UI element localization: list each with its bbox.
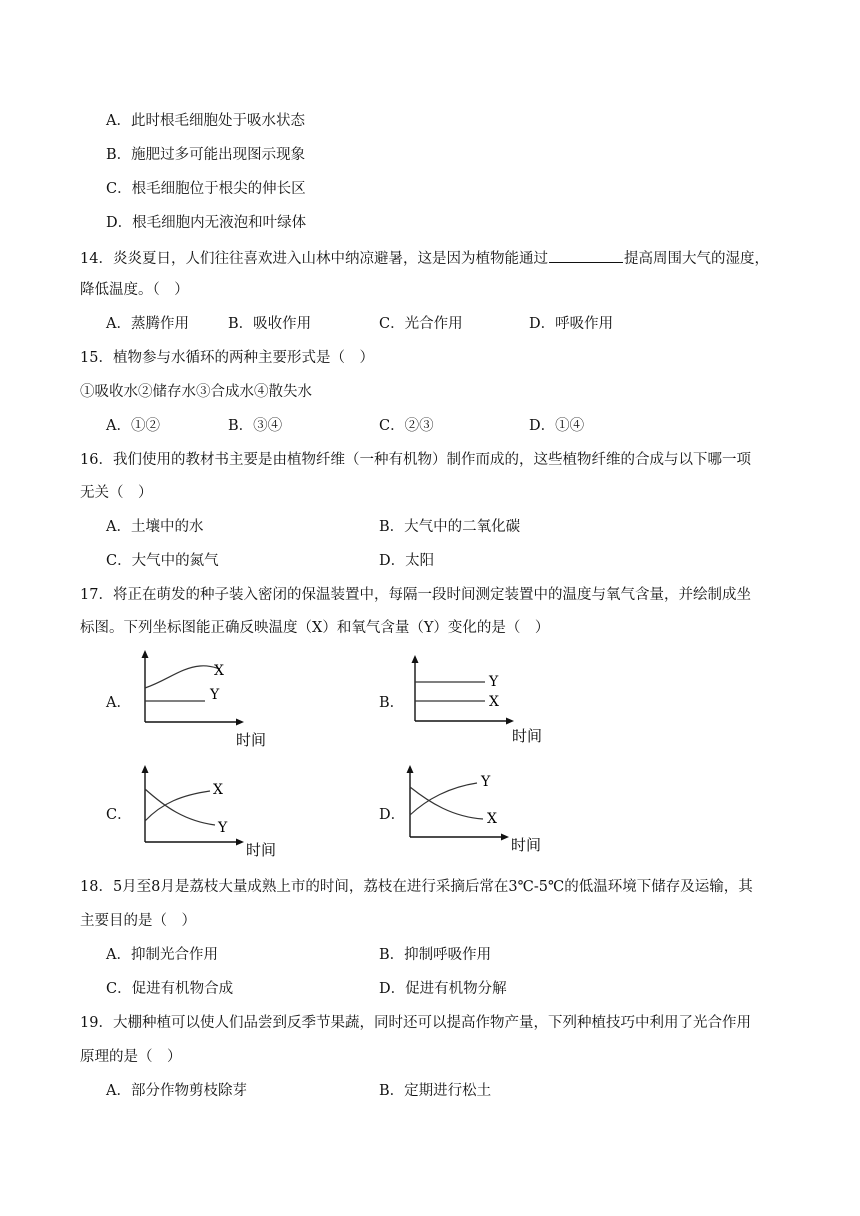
q19-stem-line2: 原理的是（ ） (80, 1049, 182, 1065)
graph-a-xlabel: 时间 (236, 731, 267, 749)
q16-stem-line1: 16．我们使用的教材书主要是由植物纤维（一种有机物）制作而成的，这些植物纤维的合成与以下哪一项 (80, 452, 751, 468)
graph-c-label-top: X (213, 782, 223, 798)
graph-c-label-bottom: Y (218, 820, 228, 836)
graph-a-label-top: X (214, 663, 224, 679)
graph-d-label-bottom: X (487, 811, 497, 827)
graph-a-label-bottom: Y (210, 687, 220, 703)
graph-a-x-arrow (236, 719, 244, 726)
graph-b-label-top: Y (489, 674, 499, 690)
q17-option-b: B． (379, 695, 405, 711)
q19-option-a: A．部分作物剪枝除芽 (106, 1083, 247, 1099)
graph-d-y-curve (410, 783, 477, 815)
q14-stem-line2: 降低温度。（ ） (80, 282, 189, 298)
q15-option-c: C．②③ (379, 418, 434, 434)
graph-d-label-top: Y (481, 774, 491, 790)
q14-stem-after: 提高周围大气的湿度， (623, 251, 769, 267)
q17-graph-d (405, 765, 555, 864)
q17-option-c: C． (106, 807, 132, 823)
q19-option-b: B．定期进行松土 (379, 1083, 492, 1099)
graph-b-label-bottom: X (489, 694, 499, 710)
graph-b-x-arrow (506, 718, 514, 725)
q15-items: ①吸收水②储存水③合成水④散失水 (80, 384, 312, 400)
q16-option-a: A．土壤中的水 (106, 519, 204, 535)
q17-graph-c (140, 765, 290, 869)
graph-c-y-curve (145, 789, 215, 825)
q17-stem-line2: 标图。下列坐标图能正确反映温度（X）和氧气含量（Y）变化的是（ ） (80, 620, 550, 636)
q13-option-b: B．施肥过多可能出现图示现象 (106, 147, 306, 163)
q16-option-d: D．太阳 (379, 553, 435, 569)
q13-option-c: C．根毛细胞位于根尖的伸长区 (106, 181, 306, 197)
q18-option-c: C．促进有机物合成 (106, 981, 234, 997)
graph-a-y-arrow (142, 650, 149, 658)
q14-option-d: D．呼吸作用 (529, 316, 614, 332)
q17-graph-b (410, 655, 560, 754)
graph-a-x-curve (145, 666, 220, 688)
q16-option-b: B．大气中的二氧化碳 (379, 519, 521, 535)
q18-option-a: A．抑制光合作用 (106, 947, 218, 963)
q17-graph-a (140, 650, 290, 754)
q17-option-a: A． (106, 695, 131, 711)
graph-d-xlabel: 时间 (511, 836, 542, 854)
q14-option-c: C．光合作用 (379, 316, 463, 332)
q16-option-c: C．大气中的氮气 (106, 553, 219, 569)
q16-stem-line2: 无关（ ） (80, 485, 153, 501)
q14-stem-before: 14．炎炎夏日，人们往往喜欢进入山林中纳凉避暑，这是因为植物能通过 (80, 251, 548, 267)
graph-b-y-arrow (412, 655, 419, 663)
q18-stem-line2: 主要目的是（ ） (80, 913, 196, 929)
q17-stem-line1: 17．将正在萌发的种子装入密闭的保温装置中，每隔一段时间测定装置中的温度与氧气含量，并绘制成坐 (80, 587, 751, 603)
q17-option-d: D． (379, 807, 406, 823)
q14-stem (80, 247, 769, 269)
q14-answer-blank (549, 247, 623, 263)
q18-stem-line1: 18．5月至8月是荔枝大量成熟上市的时间，荔枝在进行采摘后常在3℃-5℃的低温环境下储存及运输，其 (80, 879, 753, 895)
q15-option-a: A．①② (106, 418, 160, 434)
q15-option-b: B．③④ (228, 418, 283, 434)
q19-stem-line1: 19．大棚种植可以使人们品尝到反季节果蔬，同时还可以提高作物产量，下列种植技巧中利用了光合作用 (80, 1015, 751, 1031)
graph-c-y-arrow (142, 765, 149, 773)
q18-option-b: B．抑制呼吸作用 (379, 947, 492, 963)
graph-d-x-arrow (501, 834, 509, 841)
q14-option-a: A．蒸腾作用 (106, 316, 189, 332)
graph-d-y-arrow (407, 765, 414, 773)
graph-c-x-arrow (236, 839, 244, 846)
q15-stem: 15．植物参与水循环的两种主要形式是（ ） (80, 350, 374, 366)
q14-option-b: B．吸收作用 (228, 316, 312, 332)
q13-option-d: D．根毛细胞内无液泡和叶绿体 (106, 215, 307, 231)
q18-option-d: D．促进有机物分解 (379, 981, 507, 997)
graph-b-xlabel: 时间 (512, 727, 543, 745)
q15-option-d: D．①④ (529, 418, 585, 434)
graph-c-x-curve (145, 791, 210, 821)
graph-c-xlabel: 时间 (246, 841, 277, 859)
q13-option-a: A．此时根毛细胞处于吸水状态 (106, 113, 305, 129)
